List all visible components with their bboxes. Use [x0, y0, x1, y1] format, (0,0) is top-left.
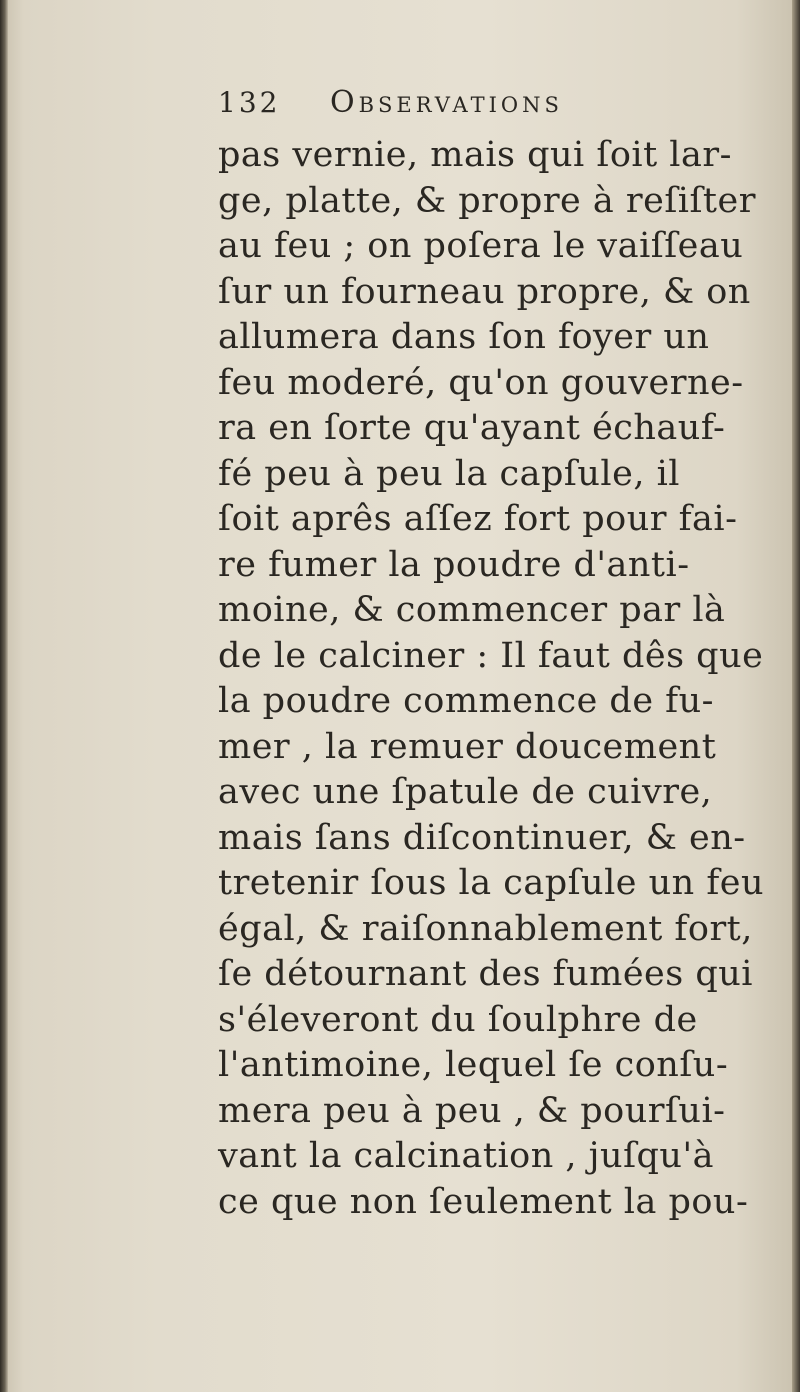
page-right-edge — [792, 0, 800, 1392]
text-line: mer , la remuer doucement — [218, 726, 717, 767]
body-text — [218, 133, 778, 1225]
text-line: la poudre commence de fu- — [218, 681, 714, 721]
text-line: vant la calcination , juſqu'à — [218, 1136, 714, 1176]
text-block — [218, 85, 778, 1225]
text-line: l'antimoine, lequel ſe conſu- — [218, 1045, 729, 1085]
text-line: feu moderé, qu'on gouverne- — [218, 362, 744, 403]
text-line: ſoit aprês aſſez fort pour fai- — [218, 499, 738, 539]
text-line: avec une ſpatule de cuivre, — [218, 772, 713, 812]
running-title: Observations — [330, 85, 563, 120]
text-line: re fumer la poudre d'anti- — [218, 544, 690, 585]
text-line: au feu ; on poſera le vaiſſeau — [218, 226, 744, 266]
text-line: s'éleveront du ſoulphre de — [218, 999, 698, 1040]
text-line: ce que non ſeulement la pou- — [218, 1181, 749, 1222]
text-line: égal, & raiſonnablement fort, — [218, 908, 753, 949]
text-line: ra en ſorte qu'ayant échauf- — [218, 408, 726, 448]
page-header — [218, 85, 778, 133]
page-number: 132 — [218, 86, 281, 119]
page-binding-edge — [0, 0, 8, 1392]
text-line: pas vernie, mais qui ſoit lar- — [218, 135, 732, 175]
text-line: tretenir ſous la capſule un feu — [218, 863, 765, 903]
text-line: ſur un fourneau propre, & on — [218, 271, 751, 312]
text-line: allumera dans ſon foyer un — [218, 317, 710, 357]
text-line: moine, & commencer par là — [218, 590, 726, 630]
text-line: ſe détournant des fumées qui — [218, 954, 754, 994]
text-line: mais ſans diſcontinuer, & en- — [218, 817, 746, 858]
text-line: fé peu à peu la capſule, il — [218, 453, 680, 494]
text-line: ge, platte, & propre à reſiſter — [218, 180, 756, 221]
text-line: mera peu à peu , & pourſui- — [218, 1090, 726, 1131]
text-line: de le calciner : Il faut dês que — [218, 635, 764, 676]
